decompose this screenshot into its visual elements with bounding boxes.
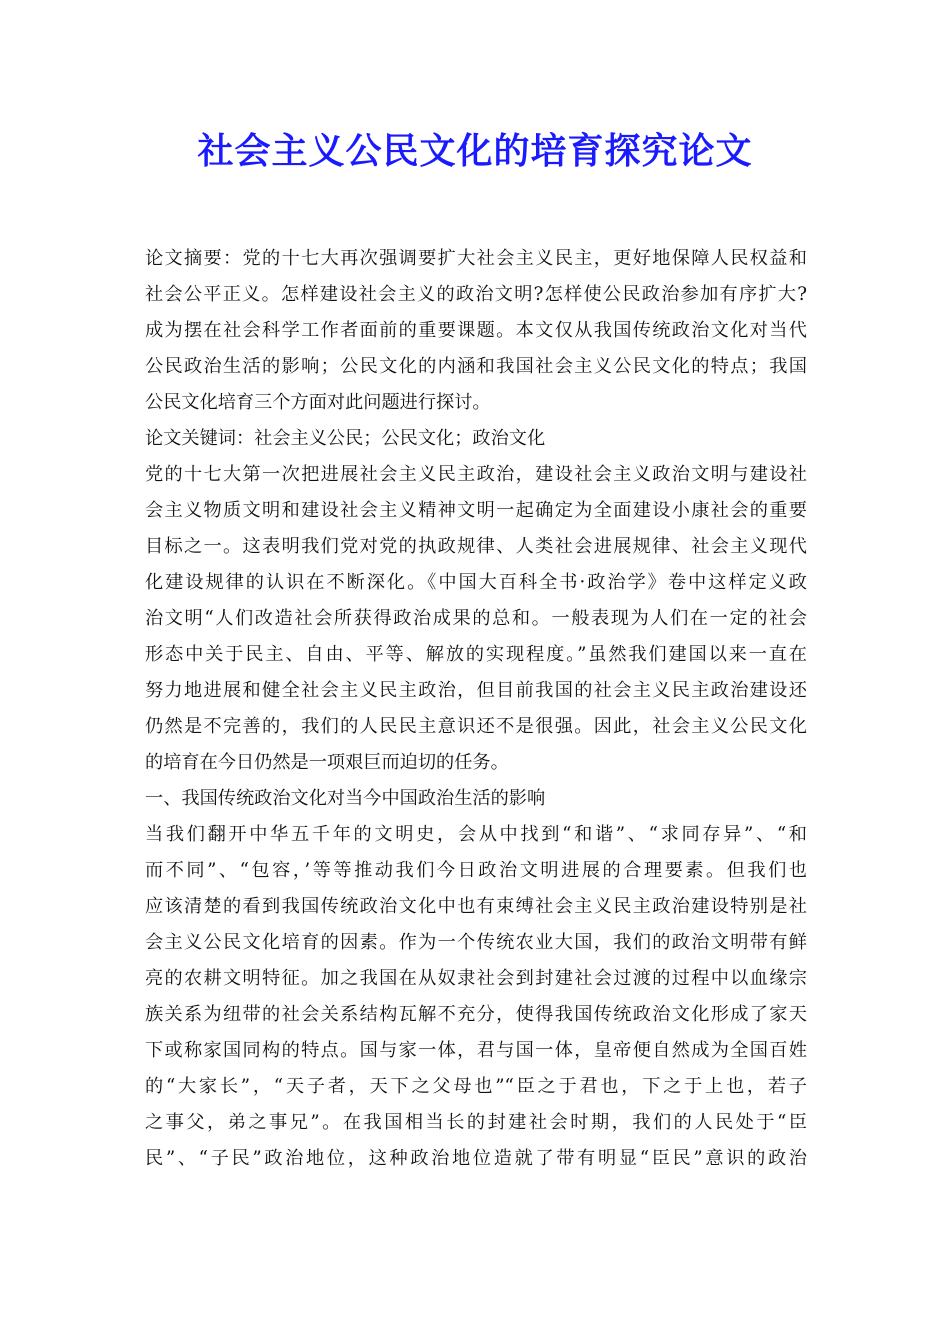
body-line: 化建设规律的认识在不断深化。《中国大百科全书·政治学》卷中这样定义政 (145, 572, 807, 593)
body-line: 下或称家国同构的特点。国与家一体，君与国一体，皇帝便自然成为全国百姓 (145, 1040, 807, 1061)
section-heading: 一、我国传统政治文化对当今中国政治生活的影响 (145, 788, 546, 809)
body-line: 族关系为纽带的社会关系结构瓦解不充分，使得我国传统政治文化形成了家天 (145, 1004, 807, 1025)
body-line: 而不同”、“包容，’等等推动我们今日政治文明进展的合理要素。但我们也 (145, 860, 807, 881)
document-body (145, 241, 807, 1177)
body-line: 公民政治生活的影响；公民文化的内涵和我国社会主义公民文化的特点；我国 (145, 356, 807, 377)
body-line: 努力地进展和健全社会主义民主政治，但目前我国的社会主义民主政治建设还 (145, 680, 807, 701)
document-title: 社会主义公民文化的培育探究论文 (197, 131, 753, 172)
body-line: 会主义公民文化培育的因素。作为一个传统农业大国，我们的政治文明带有鲜 (145, 932, 807, 953)
body-line: 论文摘要：党的十七大再次强调要扩大社会主义民主，更好地保障人民权益和 (145, 248, 807, 269)
body-line: 形态中关于民主、自由、平等、解放的实现程度。”虽然我们建国以来一直在 (145, 644, 807, 665)
body-line: 应该清楚的看到我国传统政治文化中也有束缚社会主义民主政治建设特别是社 (145, 896, 807, 917)
body-line: 公民文化培育三个方面对此问题进行探讨。 (145, 392, 491, 413)
body-line: 当我们翻开中华五千年的文明史，会从中找到“和谐”、“求同存异”、“和 (145, 824, 807, 845)
keywords-line: 论文关键词：社会主义公民；公民文化；政治文化 (145, 428, 546, 449)
body-line: 党的十七大第一次把进展社会主义民主政治，建设社会主义政治文明与建设社 (145, 464, 807, 485)
body-line: 民”、“子民”政治地位，这种政治地位造就了带有明显“臣民”意识的政治 (145, 1148, 807, 1169)
body-line: 的培育在今日仍然是一项艰巨而迫切的任务。 (145, 752, 509, 773)
body-line: 成为摆在社会科学工作者面前的重要课题。本文仅从我国传统政治文化对当代 (145, 320, 807, 341)
body-line: 治文明“人们改造社会所获得政治成果的总和。一般表现为人们在一定的社会 (145, 608, 807, 629)
body-line: 仍然是不完善的，我们的人民民主意识还不是很强。因此，社会主义公民文化 (145, 716, 807, 737)
body-line: 之事父，弟之事兄”。在我国相当长的封建社会时期，我们的人民处于“臣 (145, 1112, 807, 1133)
body-line: 的“大家长”，“天子者，天下之父母也”“臣之于君也，下之于上也，若子 (145, 1076, 807, 1097)
body-line: 社会公平正义。怎样建设社会主义的政治文明?怎样使公民政治参加有序扩大? (145, 284, 807, 305)
body-line: 亮的农耕文明特征。加之我国在从奴隶社会到封建社会过渡的过程中以血缘宗 (145, 968, 807, 989)
body-line: 会主义物质文明和建设社会主义精神文明一起确定为全面建设小康社会的重要 (145, 500, 807, 521)
body-line: 目标之一。这表明我们党对党的执政规律、人类社会进展规律、社会主义现代 (145, 536, 807, 557)
